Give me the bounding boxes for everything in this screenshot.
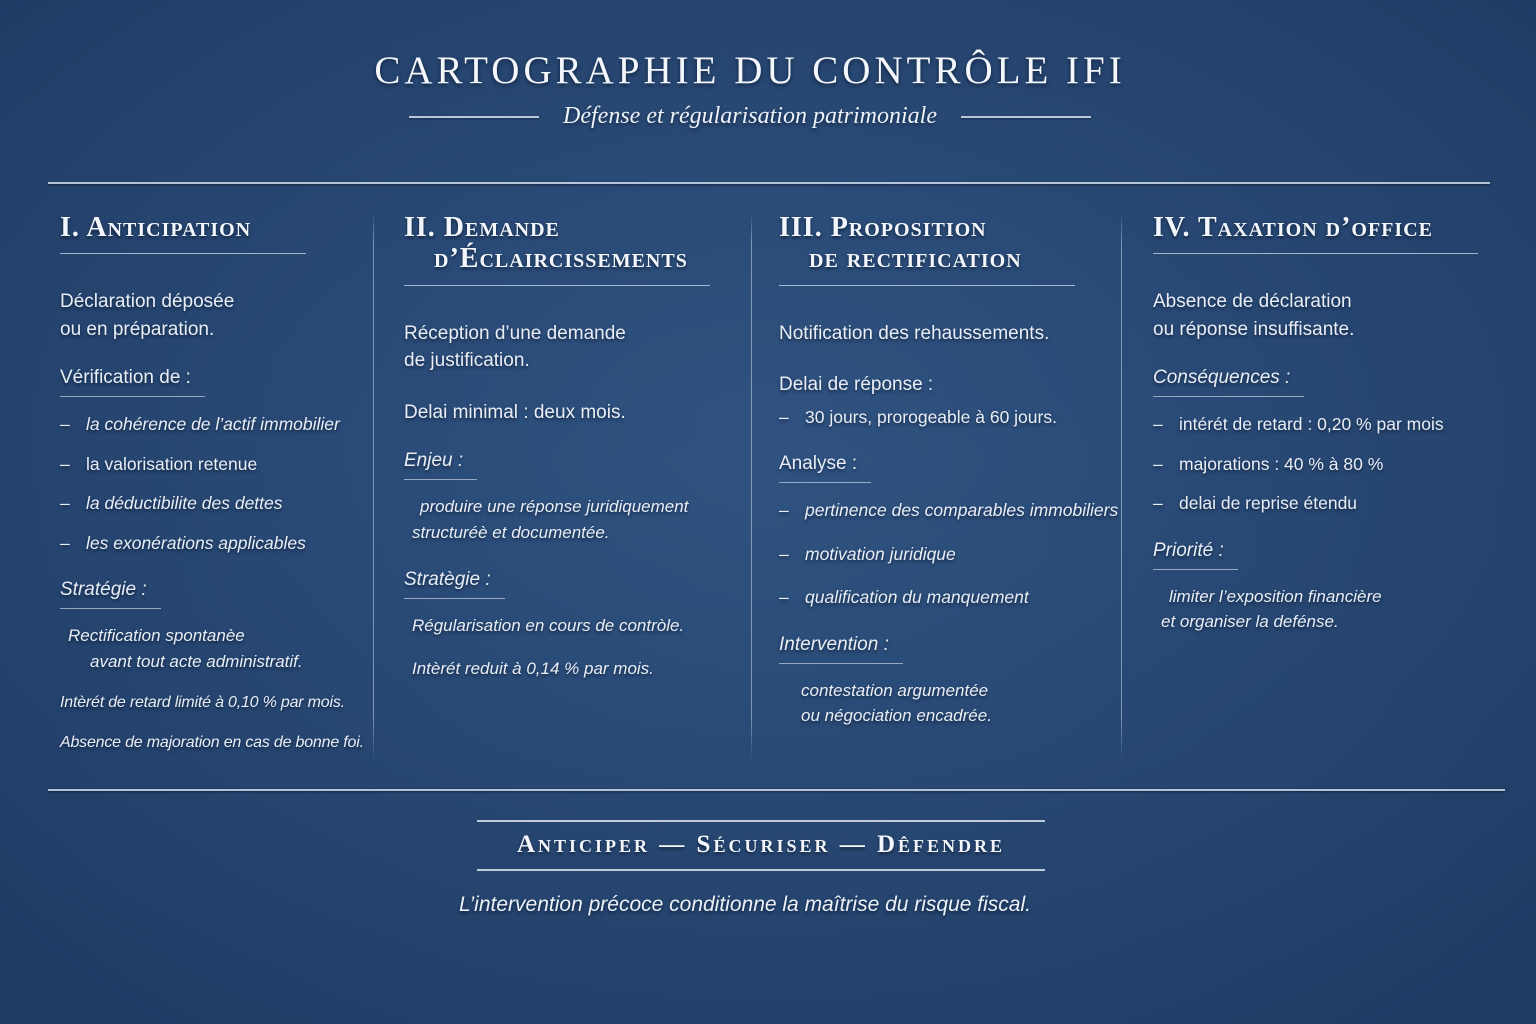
list-item (1153, 412, 1490, 437)
dash-glyph: – (779, 406, 789, 427)
dash-glyph: – (1153, 453, 1163, 474)
note-line: Rectification spontanèe (68, 626, 245, 646)
note-line: avant tout acte administratif. (90, 651, 303, 671)
delai-reponse-label: Delai de réponse : (779, 374, 934, 396)
check-item-text: la valorisation retenue (86, 453, 258, 474)
priority-note (1153, 584, 1490, 635)
heading-line-2: d’Éclaircissements (434, 243, 688, 275)
note-line: limiter l’exposition financière (1169, 586, 1382, 606)
delai-item-text: 30 jours, prorogeable à 60 jours. (805, 406, 1057, 427)
top-divider-rule (48, 182, 1490, 184)
list-item (779, 542, 1121, 567)
enjeu-label: Enjeu : (404, 450, 477, 480)
page-subtitle: Défense et régularisation patrimoniale (563, 103, 937, 129)
heading-line-1: II. Demande (404, 212, 560, 243)
enjeu-note (404, 494, 751, 545)
column-anticipation-heading (60, 212, 306, 254)
heading-line-1: III. Proposition (779, 212, 987, 243)
delai-minimal: Delai minimal : deux mois. (404, 401, 626, 423)
analyse-item-text: motivation juridique (805, 543, 956, 564)
priority-label: Priorité : (1153, 540, 1238, 570)
list-item (779, 405, 1121, 430)
column-taxation-heading (1153, 212, 1478, 254)
check-item-text: la cohérence de l’actif immobilier (86, 414, 340, 435)
priority-label-wrap (1153, 540, 1490, 570)
intro-line-2: ou réponse insuffisante. (1153, 318, 1355, 340)
column-demande-heading (404, 212, 710, 286)
note-line: structuréè et documentée. (412, 522, 610, 542)
check-item-text: les exonérations applicables (86, 532, 306, 553)
page-title: CARTOGRAPHIE DU CONTRÔLE IFI (374, 49, 1126, 92)
motto: Anticiper — Sécuriser — Dêfendre (516, 831, 1006, 858)
consequence-item-text: delai de reprise étendu (1179, 493, 1358, 514)
verification-label: Vérification de : (60, 367, 205, 397)
rectification-intro: Notification des rehaussements. (779, 322, 1050, 344)
column-proposition-heading (779, 212, 1075, 286)
motto-band (477, 820, 1045, 871)
dash-glyph: – (779, 587, 789, 608)
strategy-label-wrap (404, 569, 751, 599)
analyse-label: Analyse : (779, 453, 871, 483)
analyse-label-wrap (779, 453, 1121, 483)
dash-glyph: – (779, 500, 789, 521)
list-item (60, 531, 373, 556)
list-item (1153, 491, 1490, 516)
intro-line-2: de justification. (404, 350, 530, 372)
intro-line-1: Absence de déclaration (1153, 291, 1352, 313)
subtitle-right-rule (961, 116, 1091, 118)
strategy-label-wrap (60, 579, 373, 609)
strategy-note-1: Régularisation en cours de contròle. (412, 616, 685, 636)
dash-glyph: – (1153, 414, 1163, 435)
strategy-note-1 (60, 623, 373, 674)
column-demande-eclaircissements (374, 212, 751, 760)
consequences-label: Conséquences : (1153, 367, 1304, 397)
subtitle-left-rule (409, 116, 539, 118)
intro-line-1: Réception d’une demande (404, 322, 626, 344)
heading-text: I. Anticipation (60, 212, 252, 243)
strategy-label: Stratégie : (60, 579, 161, 609)
list-item (779, 498, 1121, 523)
intervention-label-wrap (779, 634, 1121, 664)
dash-glyph: – (779, 543, 789, 564)
list-item (60, 452, 373, 477)
consequences-list (1153, 412, 1490, 516)
stages-columns (48, 212, 1490, 760)
dash-glyph: – (60, 414, 70, 435)
dash-glyph: – (60, 453, 70, 474)
verification-label-wrap (60, 367, 373, 397)
header (0, 48, 1500, 93)
consequence-item-text: majorations : 40 % à 80 % (1179, 453, 1384, 474)
column-anticipation (48, 212, 373, 760)
note-line: produire une réponse juridiquement (420, 497, 689, 517)
list-item (60, 412, 373, 437)
subtitle-row (0, 103, 1500, 130)
enjeu-label-wrap (404, 450, 751, 480)
list-item (60, 491, 373, 516)
column-proposition-rectification (752, 212, 1121, 760)
strategy-note-3: Absence de majoration en cas de bonne foi. (60, 734, 364, 752)
strategy-note-2: Intèrét reduit à 0,14 % par mois. (412, 658, 654, 678)
intro-line-1: Déclaration déposée (60, 291, 235, 313)
intro-line-2: ou en préparation. (60, 318, 215, 340)
dash-glyph: – (1153, 493, 1163, 514)
tagline: L’intervention précoce conditionne la maîtrise du risque fiscal. (459, 893, 1031, 916)
strategy-label: Stratègie : (404, 569, 505, 599)
strategy-note-2: Intèrét de retard limité à 0,10 % par mois. (60, 694, 345, 712)
heading-line-2: de rectification (809, 243, 1022, 275)
note-line: et organiser la defénse. (1161, 612, 1339, 632)
heading-text: IV. Taxation d’office (1153, 212, 1433, 243)
bottom-divider-rule (48, 789, 1505, 791)
consequence-item-text: intérét de retard : 0,20 % par mois (1179, 414, 1444, 435)
check-item-text: la déductibilite des dettes (86, 493, 283, 514)
analyse-item-text: pertinence des comparables immobiliers (805, 500, 1119, 521)
taxation-intro (1153, 288, 1490, 343)
dash-glyph: – (60, 493, 70, 514)
demande-intro (404, 320, 751, 375)
anticipation-intro (60, 288, 373, 343)
dash-glyph: – (60, 532, 70, 553)
analyse-item-text: qualification du manquement (805, 587, 1029, 608)
intervention-note (779, 678, 1121, 729)
verification-checklist (60, 412, 373, 555)
list-item (779, 585, 1121, 610)
list-item (1153, 452, 1490, 477)
intervention-label: Intervention : (779, 634, 903, 664)
consequences-label-wrap (1153, 367, 1490, 397)
note-line: ou négociation encadrée. (801, 706, 992, 726)
note-line: contestation argumentée (801, 680, 989, 700)
tagline-wrap (0, 893, 1490, 917)
column-taxation-office (1122, 212, 1490, 760)
analyse-list (779, 498, 1121, 610)
